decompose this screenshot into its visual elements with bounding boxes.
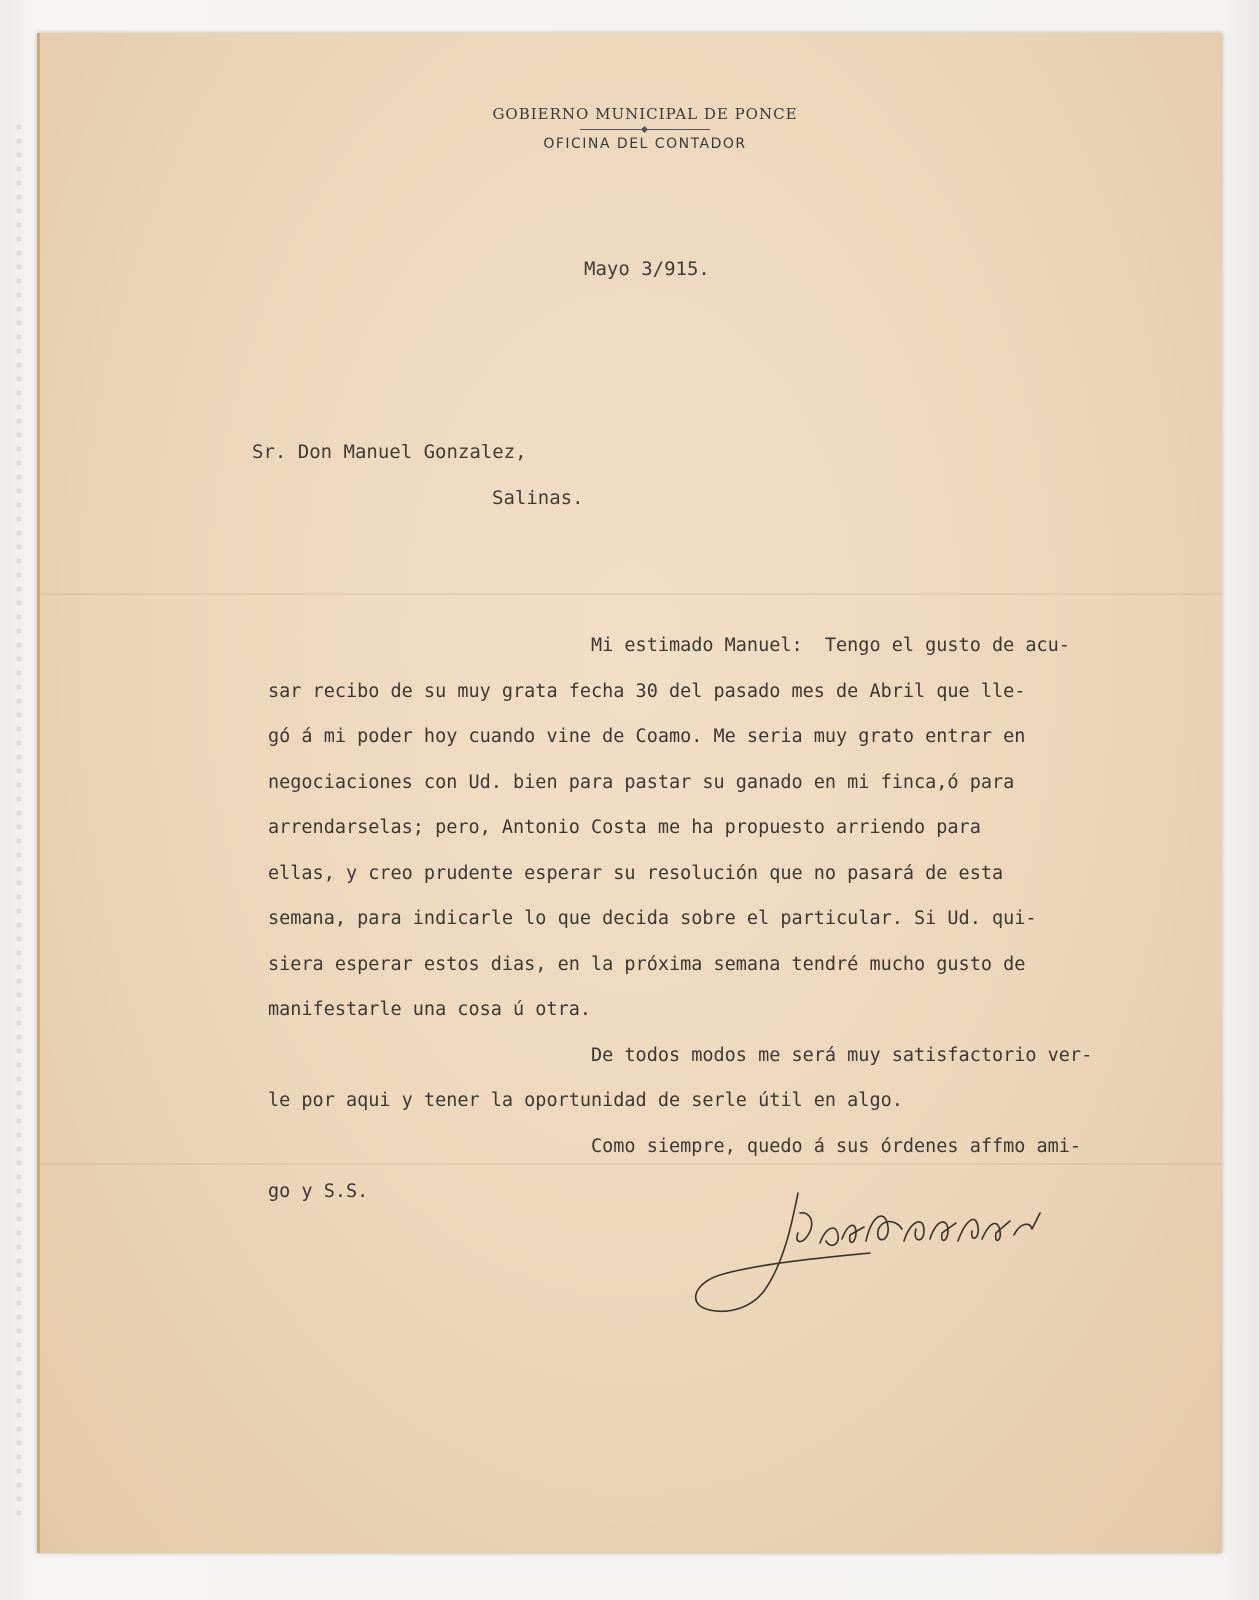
letter-date: Mayo 3/915. bbox=[584, 258, 710, 280]
letterhead-title: GOBIERNO MUNICIPAL DE PONCE bbox=[492, 105, 798, 123]
body-line: gó á mi poder hoy cuando vine de Coamo. Me seria muy grato entrar en bbox=[268, 726, 1026, 747]
body-line: arrendarselas; pero, Antonio Costa me ha propuesto arriendo para bbox=[268, 817, 981, 838]
body-line: De todos modos me será muy satisfactorio ver- bbox=[591, 1044, 1093, 1066]
body-line: negociaciones con Ud. bien para pastar su ganado en mi finca,ó para bbox=[268, 771, 1015, 793]
body-line: siera esperar estos dias, en la próxima semana tendré mucho gusto de bbox=[268, 953, 1026, 975]
body-line: go y S.S. bbox=[268, 1181, 369, 1202]
letterhead-divider bbox=[580, 129, 710, 130]
letterhead-subtitle: OFICINA DEL CONTADOR bbox=[543, 136, 747, 152]
sleeve-perforation bbox=[14, 120, 24, 1520]
signature-icon bbox=[680, 1183, 1050, 1323]
body-line: manifestarle una cosa ú otra. bbox=[268, 999, 592, 1020]
body-line: sar recibo de su muy grata fecha 30 del pasado mes de Abril que lle- bbox=[268, 680, 1026, 702]
letter-body bbox=[268, 623, 1198, 1215]
recipient-name: Sr. Don Manuel Gonzalez, bbox=[252, 441, 527, 463]
letterhead bbox=[40, 105, 1222, 152]
recipient-place: Salinas. bbox=[492, 487, 584, 509]
letter-paper bbox=[37, 33, 1222, 1553]
body-line: le por aqui y tener la oportunidad de serle útil en algo. bbox=[268, 1090, 903, 1111]
body-line: Mi estimado Manuel: Tengo el gusto de acu- bbox=[591, 635, 1070, 656]
body-line: semana, para indicarle lo que decida sobre el particular. Si Ud. qui- bbox=[268, 908, 1037, 929]
body-line: Como siempre, quedo á sus órdenes affmo ami- bbox=[591, 1135, 1082, 1157]
body-line: ellas, y creo prudente esperar su resolución que no pasará de esta bbox=[268, 862, 1004, 884]
paper-fold bbox=[40, 593, 1222, 595]
